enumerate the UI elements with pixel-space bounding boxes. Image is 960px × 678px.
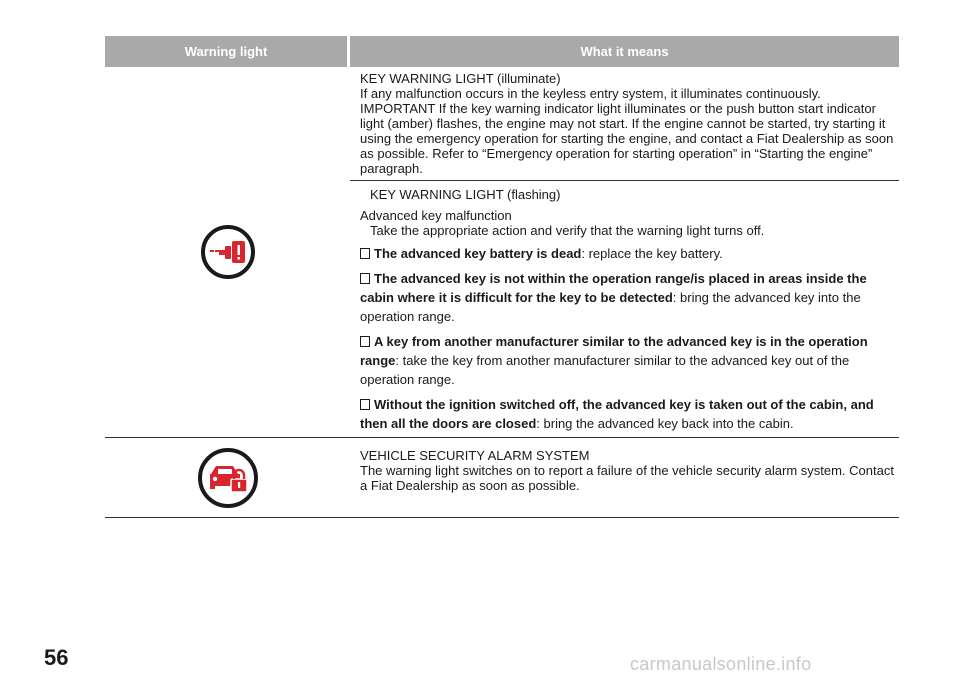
list-item: A key from another manufacturer similar to the advanced key is in the operation range: take the key from another manufacturer similar to the advanced key out of the operation range. [360,334,868,387]
warning-light-table [105,36,899,518]
watermark: carmanualsonline.info [630,654,812,674]
key-flashing-instruction: Take the appropriate action and verify that the warning light turns off. [370,223,765,238]
security-alarm-title: VEHICLE SECURITY ALARM SYSTEM [360,448,590,463]
checkbox-bullet-icon [360,399,370,410]
checkbox-bullet-icon [360,273,370,284]
checkbox-bullet-icon [360,336,370,347]
page-number: 56 [44,645,69,670]
table-row-security-alarm [105,438,899,518]
warning-light-cell [105,67,350,437]
warning-light-cell [105,438,350,517]
checkbox-bullet-icon [360,248,370,259]
key-flashing-title: KEY WARNING LIGHT (flashing) [370,187,561,202]
meaning-cell [350,438,899,517]
car-lock-alarm-icon [198,448,258,508]
key-illuminate-block [350,67,899,181]
list-item: Without the ignition switched off, the advanced key is taken out of the cabin, and then all the doors are closed: bring the advanced key back into the cabin. [360,397,874,431]
list-item: The advanced key is not within the operation range/is placed in areas inside the cabin where it is difficult for the key to be detected: bring the advanced key into the operation range. [360,271,867,324]
security-alarm-text: The warning light switches on to report a failure of the vehicle security alarm system. Contact a Fiat Dealership as soon as possible. [360,463,894,493]
key-illuminate-line1: If any malfunction occurs in the keyless entry system, it illuminates continuously. [360,86,821,101]
table-row-key-warning [105,67,899,438]
key-warning-icon [201,225,255,279]
header-warning-light: Warning light [105,36,350,67]
header-what-it-means: What it means [580,44,669,59]
key-flashing-subtitle: Advanced key malfunction [360,208,512,223]
key-flashing-block [350,181,899,437]
meaning-cell [350,67,899,437]
list-item: The advanced key battery is dead: replace the key battery. [360,244,899,263]
key-illuminate-line2: IMPORTANT If the key warning indicator light illuminates or the push button start indicator light (amber) flashes, the engine may not start. If the engine cannot be started, try starting it using the emergency operation for starting the engine, and contact a Fiat Dealership as soon as possible. Refer to “Emergency operation for starting operation” in “Starting the engine” paragraph. [360,101,894,176]
table-header [105,36,899,67]
key-illuminate-title: KEY WARNING LIGHT (illuminate) [360,71,561,86]
